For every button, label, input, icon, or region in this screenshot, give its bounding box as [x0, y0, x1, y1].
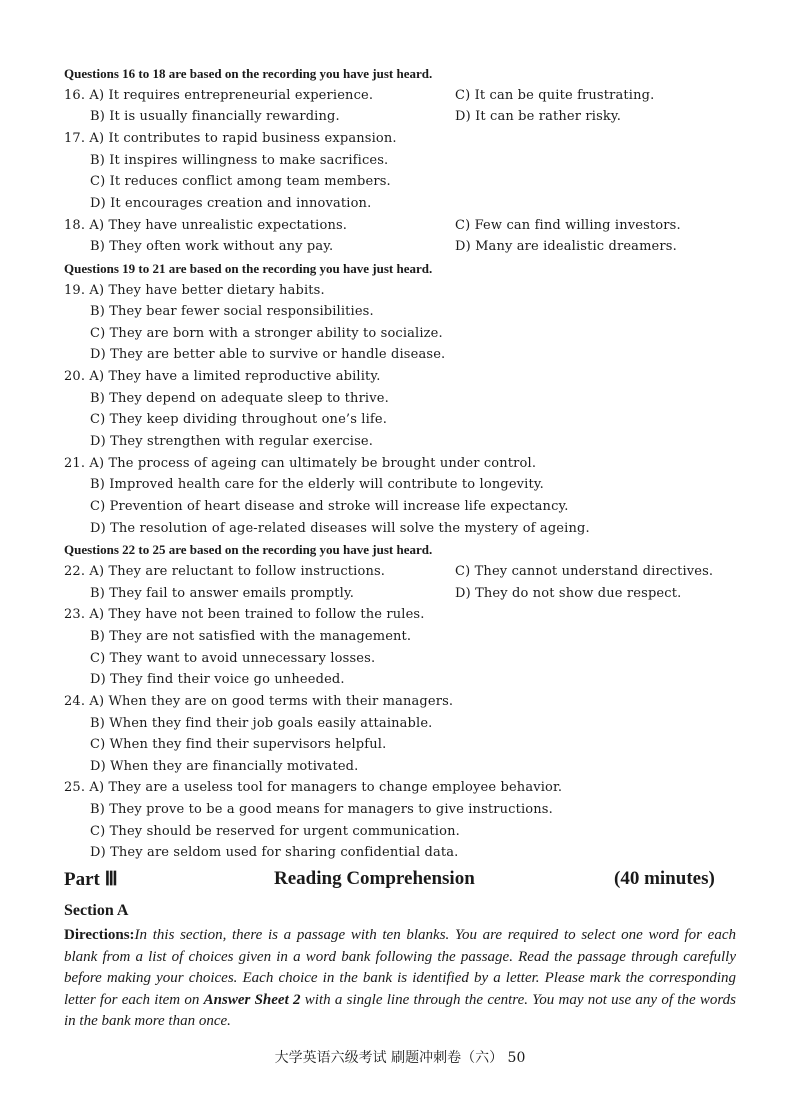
- answer-option: 18. A) They have unrealistic expectations.: [64, 217, 348, 233]
- answer-option: 25. A) They are a useless tool for managers to change employee behavior.: [64, 780, 563, 796]
- answer-option: 20. A) They have a limited reproductive ability.: [64, 369, 381, 385]
- answer-option: C) It can be quite frustrating.: [455, 87, 655, 103]
- answer-option: C) It reduces conflict among team members.: [90, 174, 391, 190]
- answer-option: 19. A) They have better dietary habits.: [64, 282, 325, 298]
- answer-option: D) They are better able to survive or handle disease.: [90, 347, 446, 363]
- answer-option: 24. A) When they are on good terms with their managers.: [64, 693, 454, 709]
- answer-option: B) It is usually financially rewarding.: [90, 109, 340, 125]
- answer-option: D) It encourages creation and innovation.: [90, 195, 372, 211]
- answer-option: C) When they find their supervisors helpful.: [90, 737, 387, 753]
- part-label: Part Ⅲ: [64, 869, 118, 890]
- answer-option: B) They prove to be a good means for managers to give instructions.: [90, 802, 553, 818]
- answer-option: D) They do not show due respect.: [455, 585, 682, 601]
- answer-option: B) Improved health care for the elderly will contribute to longevity.: [90, 477, 544, 493]
- answer-option: 16. A) It requires entrepreneurial experience.: [64, 87, 374, 103]
- part-duration: (40 minutes): [614, 868, 715, 889]
- answer-option: C) They should be reserved for urgent communication.: [90, 823, 460, 839]
- answer-option: D) It can be rather risky.: [455, 109, 621, 125]
- answer-option: 23. A) They have not been trained to follow the rules.: [64, 607, 425, 623]
- answer-option: C) They want to avoid unnecessary losses.: [90, 650, 376, 666]
- question-group-heading: Questions 16 to 18 are based on the recording you have just heard.: [64, 66, 433, 81]
- part-title: Reading Comprehension: [274, 868, 475, 889]
- answer-option: D) When they are financially motivated.: [90, 758, 359, 774]
- answer-option: B) They are not satisfied with the management.: [90, 628, 412, 644]
- answer-option: D) They find their voice go unheeded.: [90, 672, 345, 688]
- answer-option: 21. A) The process of ageing can ultimately be brought under control.: [64, 455, 537, 471]
- answer-option: D) Many are idealistic dreamers.: [455, 239, 677, 255]
- answer-option: C) Few can find willing investors.: [455, 217, 681, 233]
- page-footer: 大学英语六级考试 刷题冲刺卷（六） 50: [274, 1050, 526, 1066]
- answer-option: 17. A) It contributes to rapid business expansion.: [64, 130, 397, 146]
- answer-option: C) They are born with a stronger ability to socialize.: [90, 325, 443, 341]
- answer-option: B) When they find their job goals easily attainable.: [90, 715, 433, 731]
- answer-option: D) The resolution of age-related diseases will solve the mystery of ageing.: [90, 520, 590, 536]
- directions-text-1: In this section, there is a passage with ten blanks. You are required to select one word for each blank from a list of choices given in a word bank following the passage. Read the passage through carefully before making your choices. Each choice in the bank is identified by a letter. Please mark the corresponding letter for each item on: [64, 927, 736, 1008]
- answer-option: D) They strengthen with regular exercise.: [90, 434, 374, 450]
- answer-option: B) It inspires willingness to make sacrifices.: [90, 152, 389, 168]
- question-group-heading: Questions 19 to 21 are based on the recording you have just heard.: [64, 260, 433, 276]
- question-group-heading: Questions 22 to 25 are based on the recording you have just heard.: [64, 542, 433, 558]
- directions-paragraph: [64, 925, 736, 1033]
- answer-option: B) They depend on adequate sleep to thrive.: [90, 390, 389, 406]
- section-title: Section A: [64, 902, 129, 919]
- answer-option: C) They cannot understand directives.: [455, 563, 714, 579]
- answer-option: 22. A) They are reluctant to follow instructions.: [64, 563, 386, 579]
- answer-option: C) They keep dividing throughout one’s life.: [90, 412, 388, 428]
- answer-option: B) They bear fewer social responsibilities.: [90, 304, 374, 320]
- answer-option: D) They are seldom used for sharing confidential data.: [90, 845, 459, 861]
- answer-option: C) Prevention of heart disease and stroke will increase life expectancy.: [90, 499, 569, 514]
- directions-text-2: with a single line through the centre. You may not use any of the words in the bank more than once.: [64, 991, 737, 1030]
- answer-sheet-ref: Answer Sheet 2: [203, 991, 301, 1008]
- directions-label: Directions:: [64, 927, 135, 943]
- answer-option: B) They fail to answer emails promptly.: [90, 585, 355, 601]
- answer-option: B) They often work without any pay.: [90, 239, 334, 255]
